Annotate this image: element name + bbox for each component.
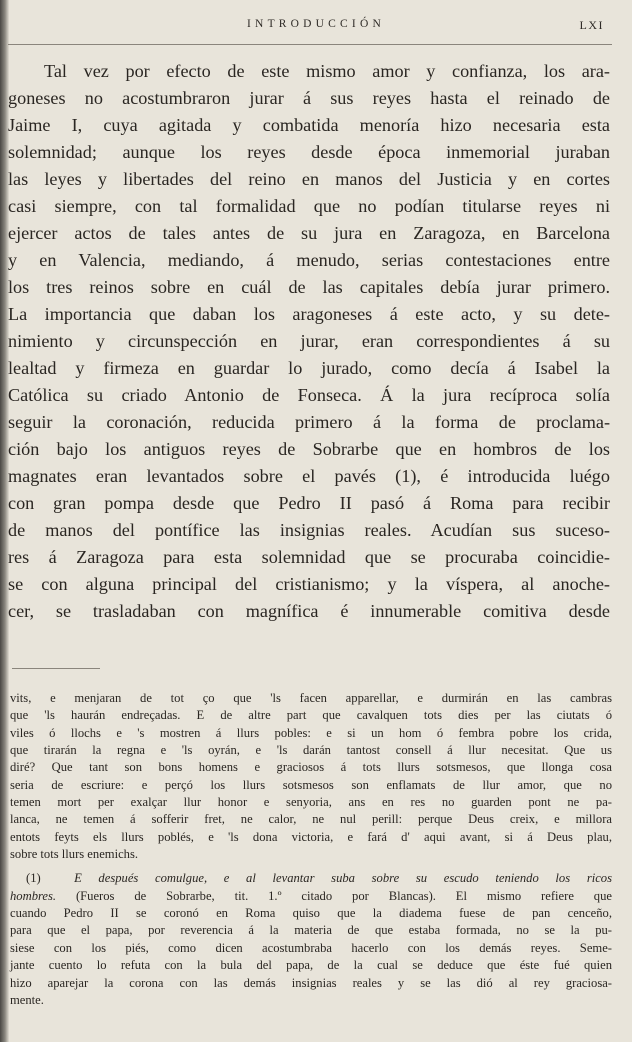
footnote-spacer <box>10 863 612 870</box>
footnote-line: para que el papa, por reverencia á la materia de que estaba formada, no se la pu- <box>10 923 612 938</box>
text-line: La importancia que daban los aragoneses á este acto, y su dete- <box>8 304 610 324</box>
text-line: y en Valencia, mediando, á menudo, serias contestaciones entre <box>8 250 610 270</box>
footnote-line: sobre tots llurs enemichs. <box>10 847 139 862</box>
page-header <box>20 16 612 38</box>
text-line: las leyes y libertades del reino en manos del Justicia y en cortes <box>8 169 610 189</box>
footnote-line: siese con los piés, como dicen acostumbraba hacerlo con los demás reyes. Seme- <box>10 940 612 955</box>
footnote-quote: E después comulgue, e al levantar suba sobre su escudo teniendo los ricos <box>74 871 613 886</box>
main-text <box>8 58 610 625</box>
text-line: nimiento y circunspección en jurar, eran correspondientes á su <box>8 331 610 351</box>
text-line: cer, se trasladaban con magnífica é innumerable comitiva desde <box>8 601 610 621</box>
footnote-line: temen mort per exalçar llur honor e senyoria, ans en res no guarden pont ne pa- <box>10 795 612 810</box>
footnote-line: seria de escriure: e perçó los llurs sotsmesos son enflamats de llur amor, que no <box>10 777 612 792</box>
text-line: se con alguna principal del cristianismo; y la víspera, al anoche- <box>8 574 610 594</box>
text-line: casi siempre, con tal formalidad que no podían titularse reyes ni <box>8 196 610 216</box>
footnote-line: viles ó llochs e 's mostren á llurs pobles: e si un hom ó fembra pobre los crida, <box>10 725 612 740</box>
text-line: lealtad y firmeza en guardar lo jurado, como decía á Isabel la <box>8 358 610 378</box>
footnote-line: que 'ls haurán endreçadas. E de altre part que cavalquen tots dies per las ciutats ó <box>10 708 612 723</box>
footnote-line: diré? Que tant son bons homens e graciosos á tots llurs sotsmesos, que llonga cosa <box>10 760 612 775</box>
text-line: ejercer actos de tales antes de su jura en Zaragoza, en Barcelona <box>8 223 610 243</box>
footnote-line: hizo aparejar la corona con las demás insignias reales y se las dió al rey graciosa- <box>10 975 612 990</box>
text-line: con gran pompa desde que Pedro II pasó á Roma para recibir <box>8 493 610 513</box>
footnote-line: cuando Pedro II se coronó en Roma quiso que la diadema fuese de pan cenceño, <box>10 906 612 921</box>
footnote-marker: (1) <box>26 871 41 886</box>
text-line: seguir la coronación, reducida primero á la forma de proclama- <box>8 412 610 432</box>
text-line: ción bajo los antiguos reyes de Sobrarbe que en hombros de los <box>8 439 610 459</box>
text-line: Jaime I, cuya agitada y combatida menoría hizo necesaria esta <box>8 115 610 135</box>
footnote-line: jante cuento lo refuta con la bula del papa, de la cual se deduce que éste fué quien <box>10 958 612 973</box>
footnote-rule <box>12 668 100 669</box>
footnote-line <box>10 870 612 887</box>
footnote-line: que tirarán la regna e 'ls oyrán, e 'ls darán tantost consell á llur necesitat. Que us <box>10 743 612 758</box>
text-line: magnates eran levantados sobre el pavés (1), é introducida luégo <box>8 466 610 486</box>
footnote-line: entots feyts els llurs poblés, e 'ls dona victoria, e fará d' aqui avant, si á Deus plau, <box>10 829 612 844</box>
text-line: Católica su criado Antonio de Fonseca. Á la jura recíproca solía <box>8 385 610 405</box>
footnotes <box>10 690 612 1009</box>
footnote-line <box>10 888 612 905</box>
footnote-quote-end: hombres. <box>10 888 57 903</box>
running-head: INTRODUCCIÓN <box>247 18 385 30</box>
page-number: LXI <box>579 18 604 32</box>
footnote-citation: (Fueros de Sobrarbe, tit. 1.º citado por Blancas). El mismo refiere que <box>75 888 612 903</box>
footnote-continued <box>10 690 612 863</box>
text-line: res á Zaragoza para esta solemnidad que se procuraba coincidie- <box>8 547 610 567</box>
text-line: Tal vez por efecto de este mismo amor y confianza, los ara- <box>44 61 610 81</box>
footnote-line: lanca, ne temen á sofferir fret, ne calor, ne nul perill: perque Deus creix, e millora <box>10 812 612 827</box>
footnote-line: vits, e menjaran de tot ço que 'ls facen apparellar, e durmirán en las cambras <box>10 691 612 705</box>
footnote-1 <box>10 870 612 1009</box>
text-line: de manos del pontífice las insignias reales. Acudían sus suceso- <box>8 520 610 540</box>
header-rule <box>8 44 612 45</box>
text-line: goneses no acostumbraron jurar á sus reyes hasta el reinado de <box>8 88 610 108</box>
footnote-line: mente. <box>10 992 44 1007</box>
text-line: solemnidad; aunque los reyes desde época inmemorial juraban <box>8 142 610 162</box>
text-line: los tres reinos sobre en cuál de las capitales debía jurar primero. <box>8 277 610 297</box>
